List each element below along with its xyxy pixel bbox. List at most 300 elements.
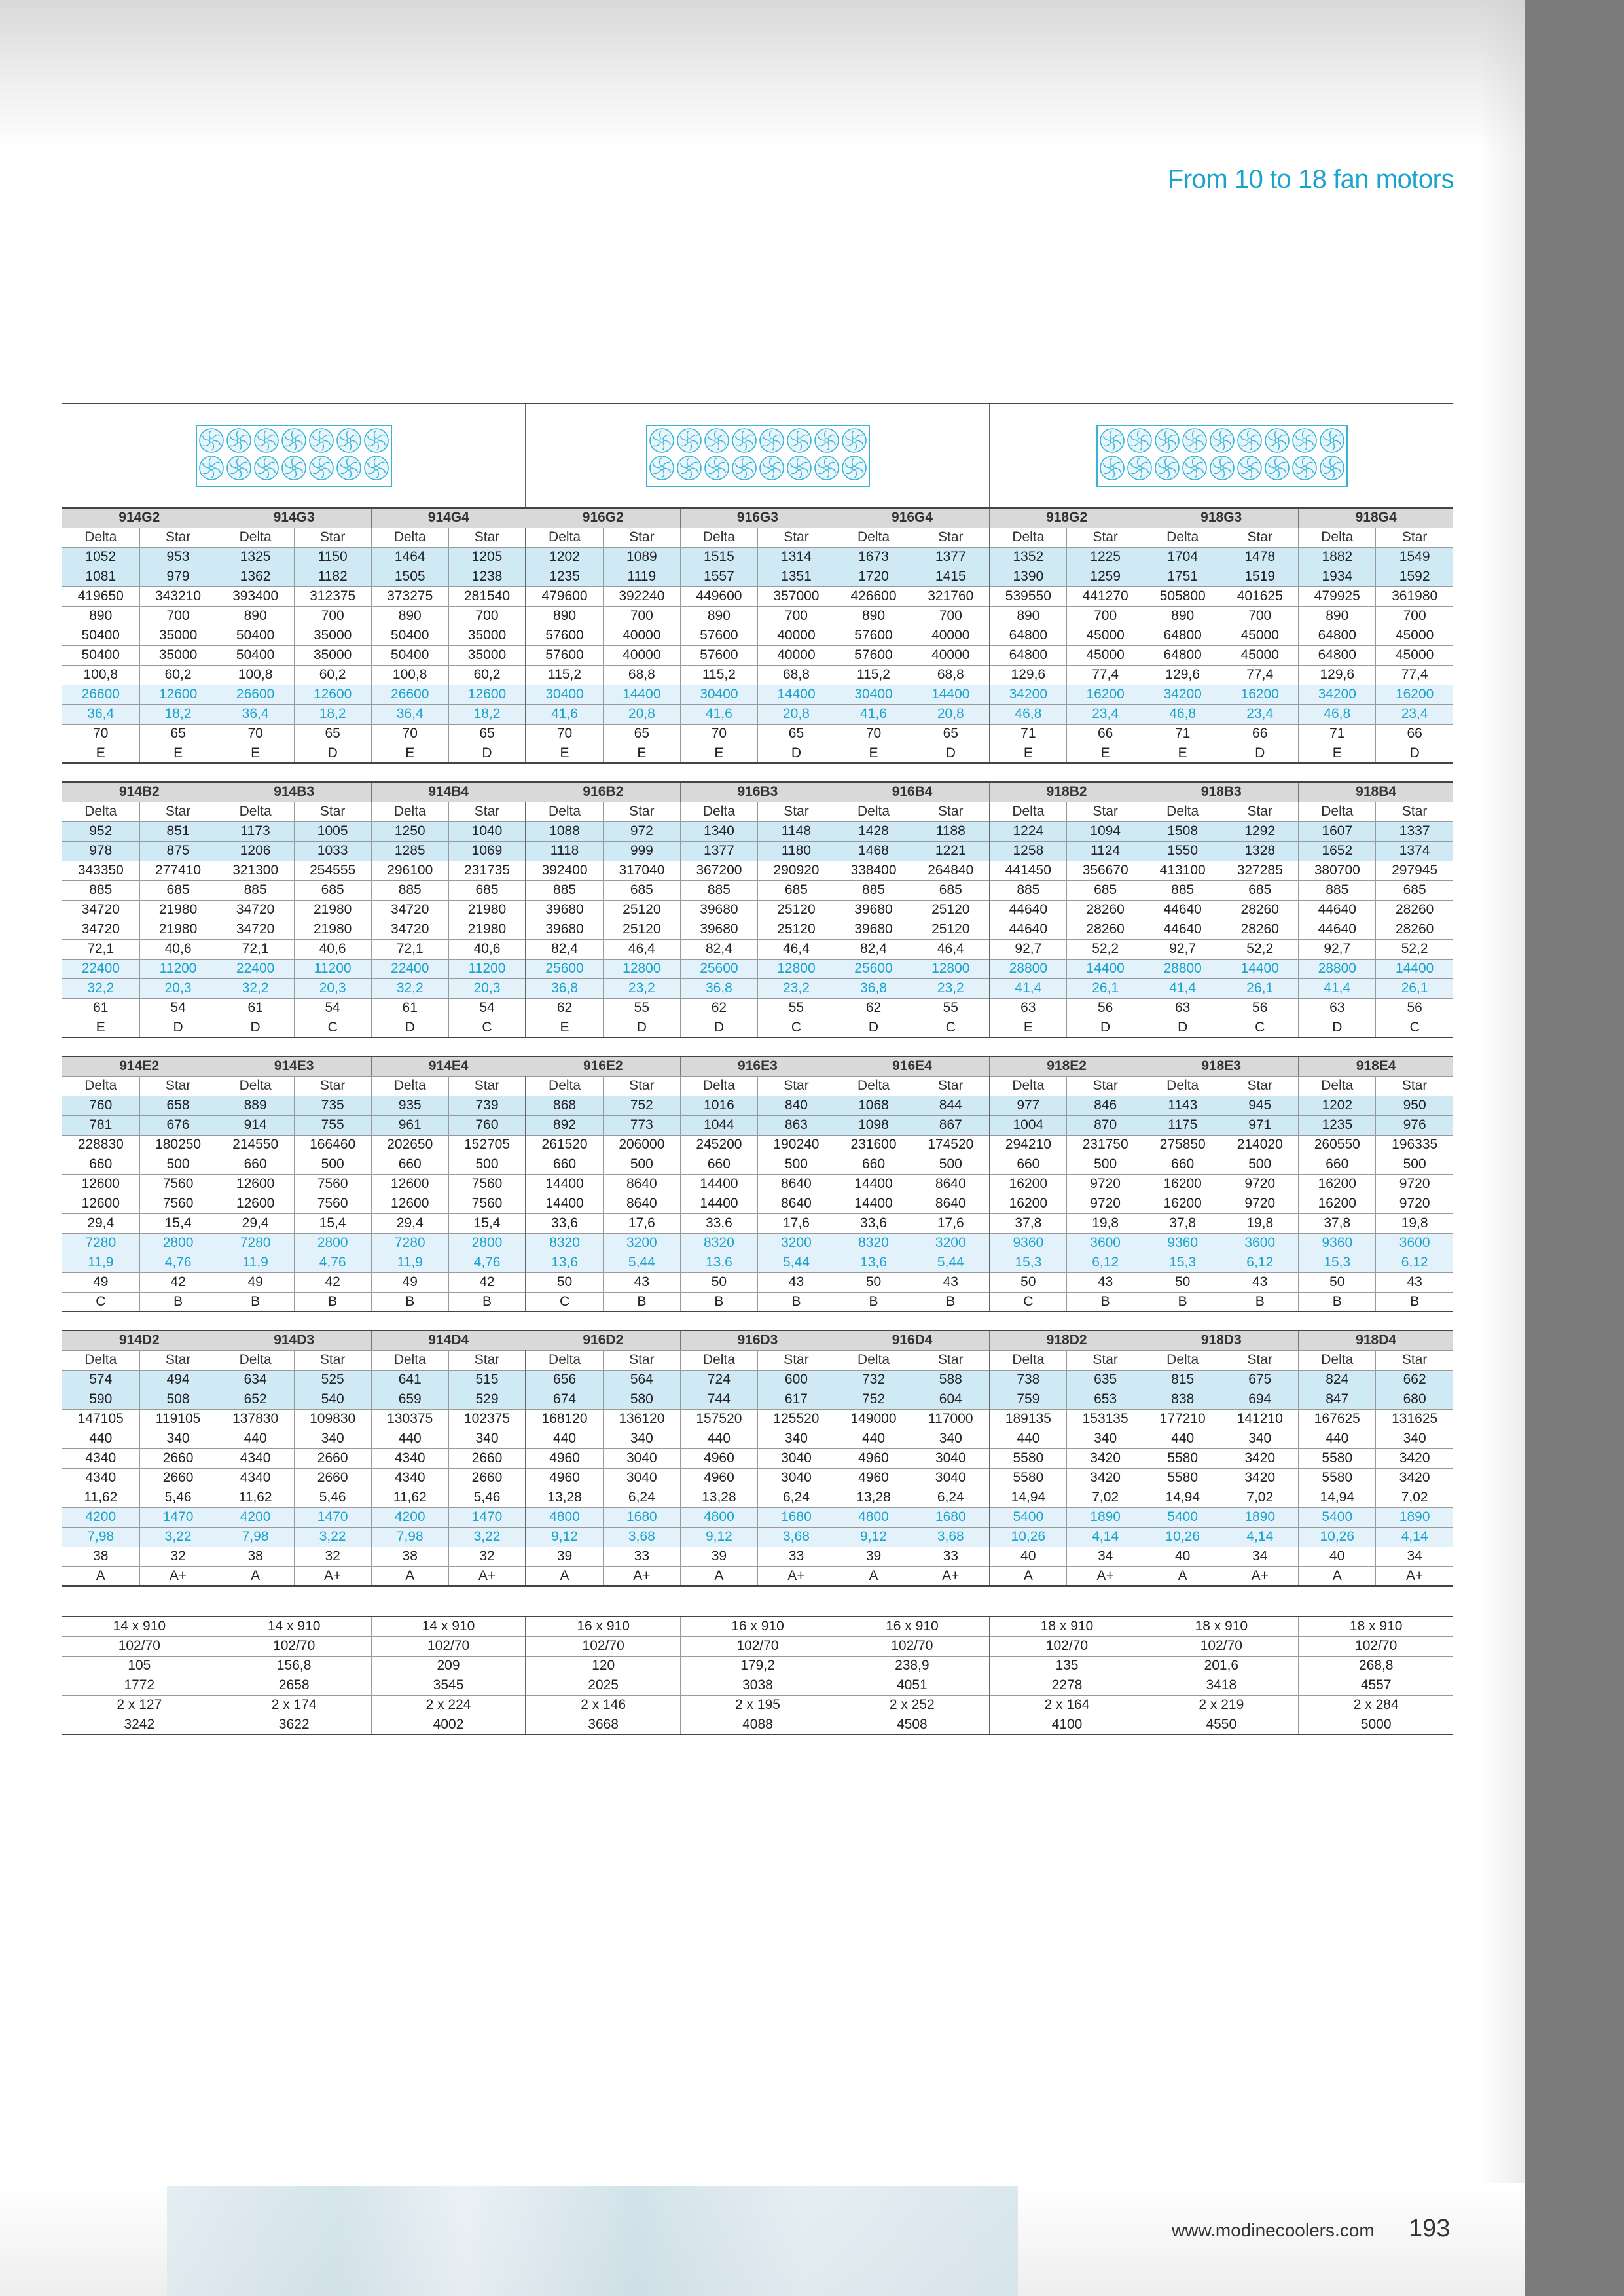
connection-label: Delta	[217, 528, 294, 547]
model-name: 916G2	[526, 508, 680, 528]
data-cell: 141210	[1221, 1409, 1299, 1429]
data-cell: 82,4	[526, 939, 603, 959]
data-cell: E	[1144, 744, 1221, 763]
data-cell: 440	[1144, 1429, 1221, 1448]
common-cell: 102/70	[217, 1636, 371, 1656]
data-cell: 890	[371, 606, 448, 626]
data-cell: D	[757, 744, 835, 763]
data-row	[62, 1409, 1453, 1429]
data-cell: 46,8	[990, 704, 1067, 724]
data-cell: 1550	[1144, 841, 1221, 861]
data-cell: 1225	[1067, 547, 1144, 567]
data-cell: 1720	[835, 567, 912, 586]
data-cell: 952	[62, 821, 139, 841]
data-cell: 675	[1221, 1370, 1299, 1390]
connection-label: Delta	[1144, 528, 1221, 547]
connection-label: Delta	[990, 1350, 1067, 1370]
data-row	[62, 1018, 1453, 1037]
data-cell: 1285	[371, 841, 448, 861]
data-cell: 66	[1067, 724, 1144, 744]
data-cell: 574	[62, 1370, 139, 1390]
common-cell: 105	[62, 1656, 217, 1676]
fan-icon	[650, 456, 674, 480]
data-cell: 39	[680, 1547, 757, 1566]
data-cell: 55	[912, 998, 990, 1018]
data-cell: 14,94	[990, 1488, 1067, 1507]
data-cell: 64800	[1144, 626, 1221, 645]
data-cell: 61	[217, 998, 294, 1018]
data-cell: 5580	[1299, 1448, 1376, 1468]
data-cell: 20,8	[603, 704, 680, 724]
connection-label: Star	[912, 802, 990, 821]
data-cell: 44640	[1299, 900, 1376, 920]
data-cell: 45000	[1376, 645, 1453, 665]
data-cell: 60,2	[294, 665, 371, 685]
data-cell: 11200	[294, 959, 371, 978]
data-cell: 401625	[1221, 586, 1299, 606]
data-cell: 890	[1144, 606, 1221, 626]
data-cell: 500	[139, 1155, 217, 1174]
data-cell: 3420	[1376, 1468, 1453, 1488]
model-block-table	[62, 507, 1453, 764]
data-cell: 738	[990, 1370, 1067, 1390]
data-cell: 147105	[62, 1409, 139, 1429]
data-cell: 739	[448, 1096, 526, 1115]
data-cell: 39680	[526, 900, 603, 920]
data-cell: 1081	[62, 567, 139, 586]
data-cell: 11,62	[217, 1488, 294, 1507]
data-cell: 129,6	[1144, 665, 1221, 685]
data-cell: 392400	[526, 861, 603, 880]
data-cell: 1515	[680, 547, 757, 567]
data-cell: 1224	[990, 821, 1067, 841]
data-cell: 35000	[139, 645, 217, 665]
common-cell: 102/70	[990, 1636, 1144, 1656]
data-cell: 590	[62, 1390, 139, 1409]
data-cell: 60,2	[139, 665, 217, 685]
data-cell: 206000	[603, 1135, 680, 1155]
data-cell: 7560	[139, 1174, 217, 1194]
data-cell: 70	[680, 724, 757, 744]
connection-label: Star	[139, 1076, 217, 1096]
data-cell: 4200	[217, 1507, 294, 1527]
data-cell: 340	[603, 1429, 680, 1448]
data-cell: 680	[1376, 1390, 1453, 1409]
connection-label: Star	[448, 802, 526, 821]
data-cell: C	[757, 1018, 835, 1037]
data-cell: 1098	[835, 1115, 912, 1135]
model-name: 918G3	[1144, 508, 1299, 528]
common-cell: 2025	[526, 1676, 680, 1695]
fan-layout-cell	[525, 404, 989, 507]
data-cell: 4340	[217, 1448, 294, 1468]
data-cell: 9720	[1221, 1174, 1299, 1194]
fan-icon	[1320, 429, 1344, 452]
data-cell: 16200	[1144, 1174, 1221, 1194]
data-cell: 340	[912, 1429, 990, 1448]
data-cell: 15,3	[1144, 1253, 1221, 1272]
data-cell: 885	[1144, 880, 1221, 900]
data-cell: B	[1144, 1292, 1221, 1312]
data-cell: 38	[217, 1547, 294, 1566]
data-cell: 21980	[294, 920, 371, 939]
data-cell: 700	[912, 606, 990, 626]
data-cell: 8320	[680, 1233, 757, 1253]
data-cell: 34720	[371, 920, 448, 939]
data-cell: 617	[757, 1390, 835, 1409]
data-cell: 277410	[139, 861, 217, 880]
fan-icon	[815, 456, 839, 480]
connection-label: Star	[294, 528, 371, 547]
data-cell: 49	[217, 1272, 294, 1292]
connection-header-row	[62, 802, 1453, 821]
data-cell: D	[835, 1018, 912, 1037]
data-cell: D	[371, 1018, 448, 1037]
connection-label: Star	[912, 1076, 990, 1096]
fan-icon	[1238, 429, 1261, 452]
connection-label: Star	[603, 528, 680, 547]
data-cell: D	[294, 744, 371, 763]
model-name: 914E2	[62, 1056, 217, 1076]
fan-icon	[1265, 456, 1289, 480]
common-cell: 2658	[217, 1676, 371, 1695]
data-cell: 380700	[1299, 861, 1376, 880]
data-cell: 11,9	[217, 1253, 294, 1272]
data-cell: D	[1221, 744, 1299, 763]
data-cell: E	[62, 744, 139, 763]
data-row	[62, 606, 1453, 626]
fan-icon	[1210, 429, 1234, 452]
data-cell: 4340	[62, 1448, 139, 1468]
data-cell: 12600	[371, 1194, 448, 1213]
data-cell: 64800	[990, 645, 1067, 665]
data-cell: 961	[371, 1115, 448, 1135]
data-cell: 1004	[990, 1115, 1067, 1135]
data-cell: 4340	[371, 1448, 448, 1468]
fan-layout-row	[62, 403, 1453, 507]
data-cell: 16200	[1221, 685, 1299, 704]
data-cell: 656	[526, 1370, 603, 1390]
data-cell: 7,02	[1067, 1488, 1144, 1507]
model-name: 914B3	[217, 782, 371, 802]
data-row	[62, 626, 1453, 645]
data-cell: A+	[603, 1566, 680, 1586]
data-cell: 1592	[1376, 567, 1453, 586]
data-cell: C	[294, 1018, 371, 1037]
common-row	[62, 1656, 1453, 1676]
data-cell: 4340	[217, 1468, 294, 1488]
data-cell: 7,02	[1376, 1488, 1453, 1507]
data-cell: A+	[757, 1566, 835, 1586]
data-cell: 7560	[448, 1174, 526, 1194]
data-cell: 441270	[1067, 586, 1144, 606]
data-cell: 44640	[990, 900, 1067, 920]
data-cell: E	[1299, 744, 1376, 763]
data-cell: 16200	[990, 1194, 1067, 1213]
connection-label: Star	[139, 802, 217, 821]
data-cell: 17,6	[912, 1213, 990, 1233]
common-row	[62, 1617, 1453, 1636]
fan-icon	[1320, 456, 1344, 480]
data-cell: 14400	[1376, 959, 1453, 978]
data-cell: 1607	[1299, 821, 1376, 841]
data-cell: 4,76	[139, 1253, 217, 1272]
data-cell: 529	[448, 1390, 526, 1409]
data-cell: 885	[526, 880, 603, 900]
data-cell: 21980	[448, 920, 526, 939]
fan-icon	[705, 456, 729, 480]
common-cell: 2 x 195	[680, 1695, 835, 1715]
fan-icon	[365, 429, 388, 452]
data-row	[62, 586, 1453, 606]
data-cell: 33	[757, 1547, 835, 1566]
data-cell: 3040	[912, 1448, 990, 1468]
data-cell: 19,8	[1376, 1213, 1453, 1233]
data-cell: 149000	[835, 1409, 912, 1429]
data-row	[62, 900, 1453, 920]
connection-label: Star	[1221, 802, 1299, 821]
data-cell: 50	[680, 1272, 757, 1292]
data-cell: 72,1	[371, 939, 448, 959]
connection-label: Star	[1067, 1076, 1144, 1096]
common-cell: 102/70	[526, 1636, 680, 1656]
data-row	[62, 1448, 1453, 1468]
data-cell: 1119	[603, 567, 680, 586]
connection-label: Delta	[62, 1350, 139, 1370]
data-cell: 119105	[139, 1409, 217, 1429]
data-cell: 361980	[1376, 586, 1453, 606]
data-cell: 659	[371, 1390, 448, 1409]
model-name: 916D2	[526, 1331, 680, 1350]
data-cell: 914	[217, 1115, 294, 1135]
data-cell: 440	[371, 1429, 448, 1448]
data-cell: 4800	[835, 1507, 912, 1527]
fan-icon	[365, 456, 388, 480]
data-cell: 6,24	[912, 1488, 990, 1507]
connection-label: Delta	[526, 1350, 603, 1370]
data-cell: 945	[1221, 1096, 1299, 1115]
fan-icon	[677, 456, 701, 480]
data-cell: 1088	[526, 821, 603, 841]
data-cell: 1175	[1144, 1115, 1221, 1135]
data-cell: 129,6	[990, 665, 1067, 685]
data-cell: 868	[526, 1096, 603, 1115]
data-cell: 14400	[680, 1194, 757, 1213]
data-cell: 18,2	[139, 704, 217, 724]
data-cell: 152705	[448, 1135, 526, 1155]
connection-label: Delta	[62, 1076, 139, 1096]
data-cell: 26600	[62, 685, 139, 704]
data-cell: 177210	[1144, 1409, 1221, 1429]
data-cell: 68,8	[757, 665, 835, 685]
connection-label: Star	[139, 1350, 217, 1370]
data-cell: 297945	[1376, 861, 1453, 880]
model-name: 918B3	[1144, 782, 1299, 802]
data-cell: 340	[1067, 1429, 1144, 1448]
data-cell: A+	[139, 1566, 217, 1586]
data-cell: 440	[1299, 1429, 1376, 1448]
data-cell: 22400	[217, 959, 294, 978]
data-cell: 662	[1376, 1370, 1453, 1390]
connection-label: Delta	[990, 1076, 1067, 1096]
data-cell: 426600	[835, 586, 912, 606]
data-cell: 4,76	[294, 1253, 371, 1272]
data-cell: 23,2	[757, 978, 835, 998]
data-row	[62, 1272, 1453, 1292]
data-cell: 604	[912, 1390, 990, 1409]
fan-icon	[1100, 456, 1124, 480]
model-name: 916B3	[680, 782, 835, 802]
data-cell: 494	[139, 1370, 217, 1390]
data-cell: 1250	[371, 821, 448, 841]
data-cell: 14400	[757, 685, 835, 704]
data-cell: 1206	[217, 841, 294, 861]
data-cell: 190240	[757, 1135, 835, 1155]
data-cell: 35000	[294, 626, 371, 645]
data-cell: A	[990, 1566, 1067, 1586]
connection-label: Star	[912, 528, 990, 547]
data-cell: 129,6	[1299, 665, 1376, 685]
data-cell: 12600	[62, 1174, 139, 1194]
data-cell: 13,28	[526, 1488, 603, 1507]
data-row	[62, 1370, 1453, 1390]
data-cell: 62	[680, 998, 757, 1018]
data-cell: 3420	[1376, 1448, 1453, 1468]
data-cell: 21980	[139, 900, 217, 920]
data-cell: 4200	[62, 1507, 139, 1527]
data-cell: 260550	[1299, 1135, 1376, 1155]
data-cell: 760	[62, 1096, 139, 1115]
data-cell: 45000	[1067, 626, 1144, 645]
data-cell: 25120	[912, 900, 990, 920]
data-cell: 5400	[1299, 1507, 1376, 1527]
data-cell: 3,68	[912, 1527, 990, 1547]
data-cell: B	[912, 1292, 990, 1312]
data-cell: 660	[62, 1155, 139, 1174]
data-cell: 33	[912, 1547, 990, 1566]
data-cell: 43	[1376, 1272, 1453, 1292]
data-cell: 885	[371, 880, 448, 900]
connection-label: Star	[1221, 1076, 1299, 1096]
data-cell: 2660	[294, 1468, 371, 1488]
data-cell: 22400	[62, 959, 139, 978]
model-name: 916E2	[526, 1056, 680, 1076]
data-cell: 4800	[680, 1507, 757, 1527]
data-cell: 100,8	[62, 665, 139, 685]
data-row	[62, 978, 1453, 998]
data-cell: 5580	[1144, 1448, 1221, 1468]
data-cell: 296100	[371, 861, 448, 880]
data-cell: 174520	[912, 1135, 990, 1155]
data-cell: 14,94	[1299, 1488, 1376, 1507]
connection-label: Star	[1376, 1350, 1453, 1370]
common-cell: 16 x 910	[680, 1617, 835, 1636]
data-cell: 19,8	[1067, 1213, 1144, 1233]
data-cell: 685	[1376, 880, 1453, 900]
data-row	[62, 685, 1453, 704]
fan-icon	[1128, 429, 1151, 452]
data-cell: 343350	[62, 861, 139, 880]
data-row	[62, 744, 1453, 763]
data-cell: 885	[835, 880, 912, 900]
data-cell: 34	[1067, 1547, 1144, 1566]
data-cell: 64800	[1299, 645, 1376, 665]
common-cell: 2 x 284	[1299, 1695, 1453, 1715]
data-cell: 1033	[294, 841, 371, 861]
data-cell: 109830	[294, 1409, 371, 1429]
data-cell: D	[680, 1018, 757, 1037]
data-cell: 1150	[294, 547, 371, 567]
data-cell: 870	[1067, 1115, 1144, 1135]
data-cell: 885	[1299, 880, 1376, 900]
data-cell: 11,9	[371, 1253, 448, 1272]
data-cell: 34200	[990, 685, 1067, 704]
data-cell: 4,14	[1221, 1527, 1299, 1547]
data-cell: 231750	[1067, 1135, 1144, 1155]
common-cell: 14 x 910	[217, 1617, 371, 1636]
data-cell: B	[139, 1292, 217, 1312]
data-cell: E	[680, 744, 757, 763]
data-cell: 1505	[371, 567, 448, 586]
data-cell: 1124	[1067, 841, 1144, 861]
data-cell: 12800	[912, 959, 990, 978]
data-cell: 14400	[1221, 959, 1299, 978]
data-cell: 674	[526, 1390, 603, 1409]
data-cell: 1704	[1144, 547, 1221, 567]
data-cell: 340	[1376, 1429, 1453, 1448]
data-cell: 275850	[1144, 1135, 1221, 1155]
connection-label: Delta	[680, 1076, 757, 1096]
data-cell: 8640	[912, 1174, 990, 1194]
data-cell: 12600	[139, 685, 217, 704]
data-cell: 19,8	[1221, 1213, 1299, 1233]
data-cell: 60,2	[448, 665, 526, 685]
data-cell: 29,4	[62, 1213, 139, 1233]
data-cell: 44640	[1144, 920, 1221, 939]
data-cell: 100,8	[371, 665, 448, 685]
connection-label: Delta	[371, 1350, 448, 1370]
connection-label: Star	[603, 1350, 680, 1370]
data-cell: 70	[62, 724, 139, 744]
data-cell: 40000	[603, 626, 680, 645]
data-cell: 13,6	[835, 1253, 912, 1272]
data-cell: 732	[835, 1370, 912, 1390]
common-cell: 179,2	[680, 1656, 835, 1676]
data-cell: 6,24	[603, 1488, 680, 1507]
data-cell: 1652	[1299, 841, 1376, 861]
common-cell: 238,9	[835, 1656, 990, 1676]
data-cell: 16200	[1067, 685, 1144, 704]
common-cell: 3545	[371, 1676, 526, 1695]
data-cell: 14400	[835, 1174, 912, 1194]
data-cell: 724	[680, 1370, 757, 1390]
data-cell: 65	[757, 724, 835, 744]
data-cell: 700	[1376, 606, 1453, 626]
data-cell: D	[1067, 1018, 1144, 1037]
data-cell: 9720	[1376, 1194, 1453, 1213]
data-cell: 890	[680, 606, 757, 626]
data-cell: 9,12	[835, 1527, 912, 1547]
fan-icon	[337, 429, 361, 452]
fan-icon	[1100, 429, 1124, 452]
common-cell: 2 x 252	[835, 1695, 990, 1715]
data-cell: 20,8	[757, 704, 835, 724]
data-cell: 43	[1221, 1272, 1299, 1292]
data-cell: 35000	[294, 645, 371, 665]
data-row	[62, 861, 1453, 880]
data-cell: 71	[1144, 724, 1221, 744]
data-cell: 39680	[680, 900, 757, 920]
